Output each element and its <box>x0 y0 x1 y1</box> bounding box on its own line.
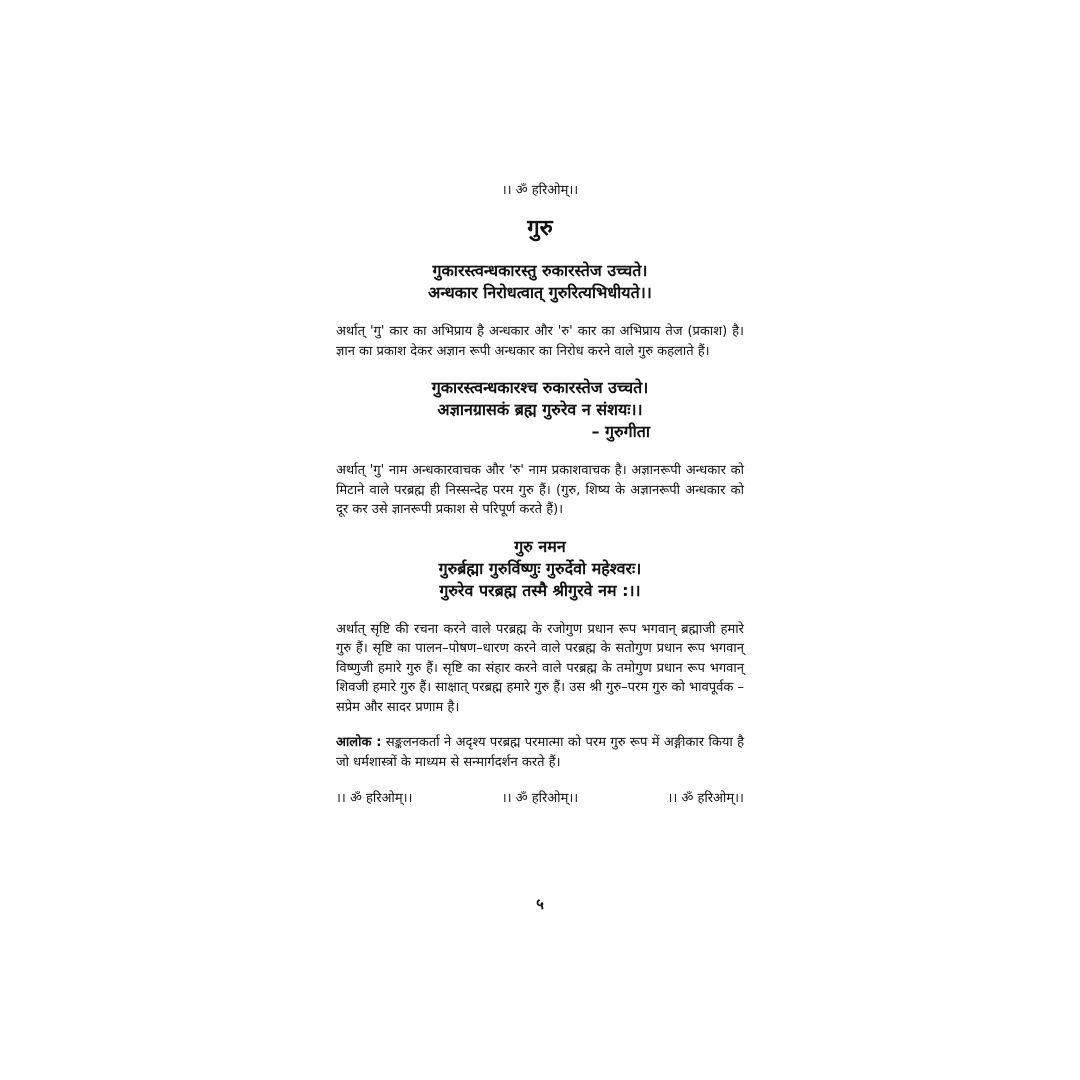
verse-3-heading: गुरु नमन <box>514 536 566 556</box>
verse-2 <box>336 377 744 443</box>
verse-3-line-2: गुरुरेव परब्रह्म तस्मै श्रीगुरवे नम :।। <box>439 580 641 600</box>
verse-1-line-1: गुकारस्त्वन्धकारस्तु रुकारस्तेज उच्चते। <box>432 261 648 280</box>
verse-2-line-1: गुकारस्त्वन्धकारश्च रुकारस्तेज उच्चते। <box>431 378 649 397</box>
verse-2-line-2: अज्ञानग्रासकं ब्रह्म गुरुरेव न संशयः।। <box>437 400 643 419</box>
verse-1-line-2: अन्धकार निरोधत्वात् गुरुरित्यभिधीयते।। <box>428 283 652 302</box>
note-paragraph <box>336 733 744 772</box>
footer-invocation-1: ।। ॐ हरिओम्।। <box>336 791 413 806</box>
explanation-paragraph-3: अर्थात् सृष्टि की रचना करने वाले परब्रह्म के रजोगुण प्रधान रूप भगवान् ब्रह्माजी हमारे गुरु हैं। सृष्टि का पालन–पोषण–धारण करने वाले परब्रह्म के सतोगुण प्रधान रूप भगवान् विष्णुजी हमारे गुरु हैं। सृष्टि का संहार करने वाले परब्रह्म के तमोगुण प्रधान रूप भगवान् शिवजी हमारे गुरु हैं। साक्षात् परब्रह्म हमारे गुरु हैं। उस श्री गुरु–परम गुरु को भावपूर्वक – सप्रेम और सादर प्रणाम है। <box>336 621 744 715</box>
verse-2-attribution: – गुरुगीता <box>591 422 650 441</box>
note-label: आलोक : <box>336 735 382 750</box>
verse-3 <box>336 536 744 602</box>
page-content <box>336 180 744 806</box>
explanation-paragraph-1: अर्थात् 'गु' कार का अभिप्राय है अन्धकार और 'रु' कार का अभिप्राय तेज (प्रकाश) है। ज्ञान का प्रकाश देकर अज्ञान रूपी अन्धकार का निरोध करने वाले गुरु कहलाते हैं। <box>336 324 744 359</box>
verse-3-line-1: गुरुर्ब्रह्मा गुरुर्विष्णुः गुरुर्देवो महेश्वरः। <box>438 558 642 578</box>
page-number: ५ <box>536 895 544 913</box>
page-title: गुरु <box>527 216 553 241</box>
footer-invocations <box>336 788 744 806</box>
verse-1 <box>336 260 744 304</box>
header-invocation: ।। ॐ हरिओम्।। <box>501 183 579 198</box>
footer-invocation-3: ।। ॐ हरिओम्।। <box>667 791 744 806</box>
explanation-paragraph-2: अर्थात् 'गु' नाम अन्धकारवाचक और 'रु' नाम प्रकाशवाचक है। अज्ञानरूपी अन्धकार को मिटाने वाले परब्रह्म ही निस्सन्देह परम गुरु हैं। (गुरु, शिष्य के अज्ञानरूपी अन्धकार को दूर कर उसे ज्ञानरूपी प्रकाश से परिपूर्ण करते हैं)। <box>336 463 744 517</box>
note-text: सङ्कलनकर्ता ने अदृश्य परब्रह्म परमात्मा को परम गुरु रूप में अङ्गीकार किया है जो धर्मशास्त्रों के माध्यम से सन्मार्गदर्शन करते हैं। <box>336 735 745 770</box>
footer-invocation-2: ।। ॐ हरिओम्।। <box>501 791 579 806</box>
